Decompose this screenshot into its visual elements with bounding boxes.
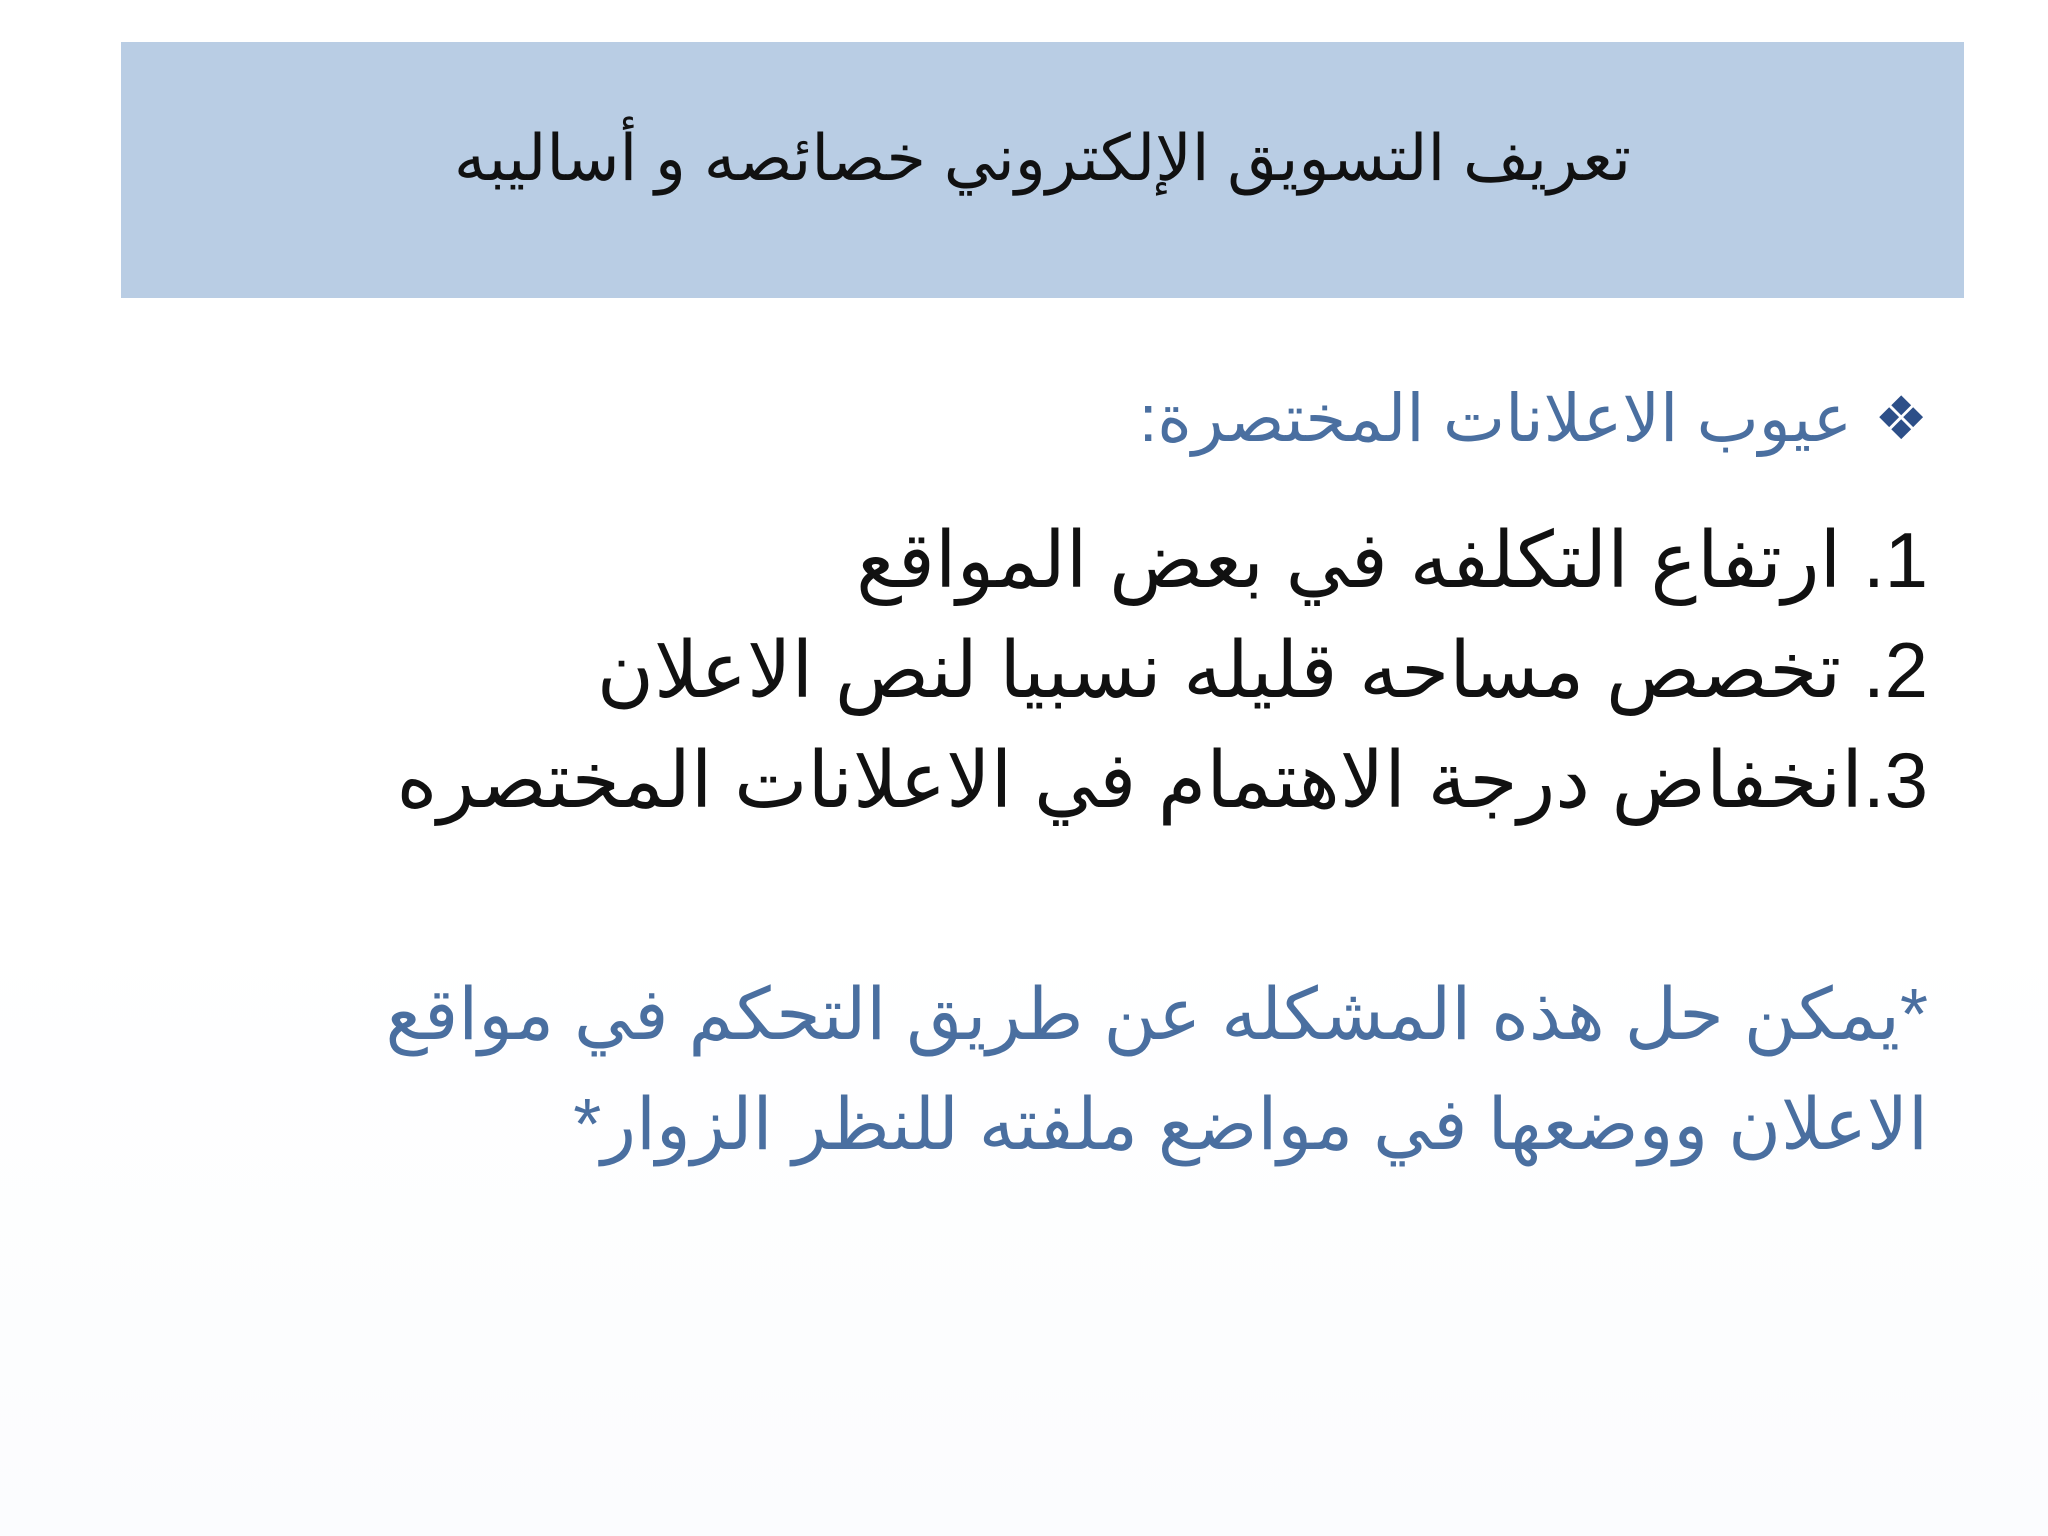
list-item [397, 615, 1929, 725]
list-item-text: ارتفاع التكلفه في بعض المواقع [856, 516, 1863, 604]
solution-note: *يمكن حل هذه المشكله عن طريق التحكم في مواقع الاعلان ووضعها في مواضع ملفته للنظر الزوار* [385, 975, 1928, 1165]
section-heading-text: عيوب الاعلانات المختصرة: [1138, 381, 1853, 455]
list-item-number: 2. [1862, 626, 1928, 714]
slide-title: تعريف التسويق الإلكتروني خصائصه و أساليبه [453, 121, 1632, 194]
list-item-number: 3. [1862, 736, 1928, 824]
title-band [121, 42, 1964, 298]
numbered-list [397, 505, 1929, 835]
list-item-number: 1. [1862, 516, 1928, 604]
diamond-bullet-icon: ❖ [1874, 384, 1928, 452]
list-item [397, 505, 1929, 615]
list-item-text: تخصص مساحه قليله نسبيا لنص الاعلان [596, 626, 1863, 714]
list-item-text: انخفاض درجة الاهتمام في الاعلانات المختصره [396, 736, 1863, 824]
section-heading [1139, 380, 1928, 457]
list-item [397, 725, 1929, 835]
